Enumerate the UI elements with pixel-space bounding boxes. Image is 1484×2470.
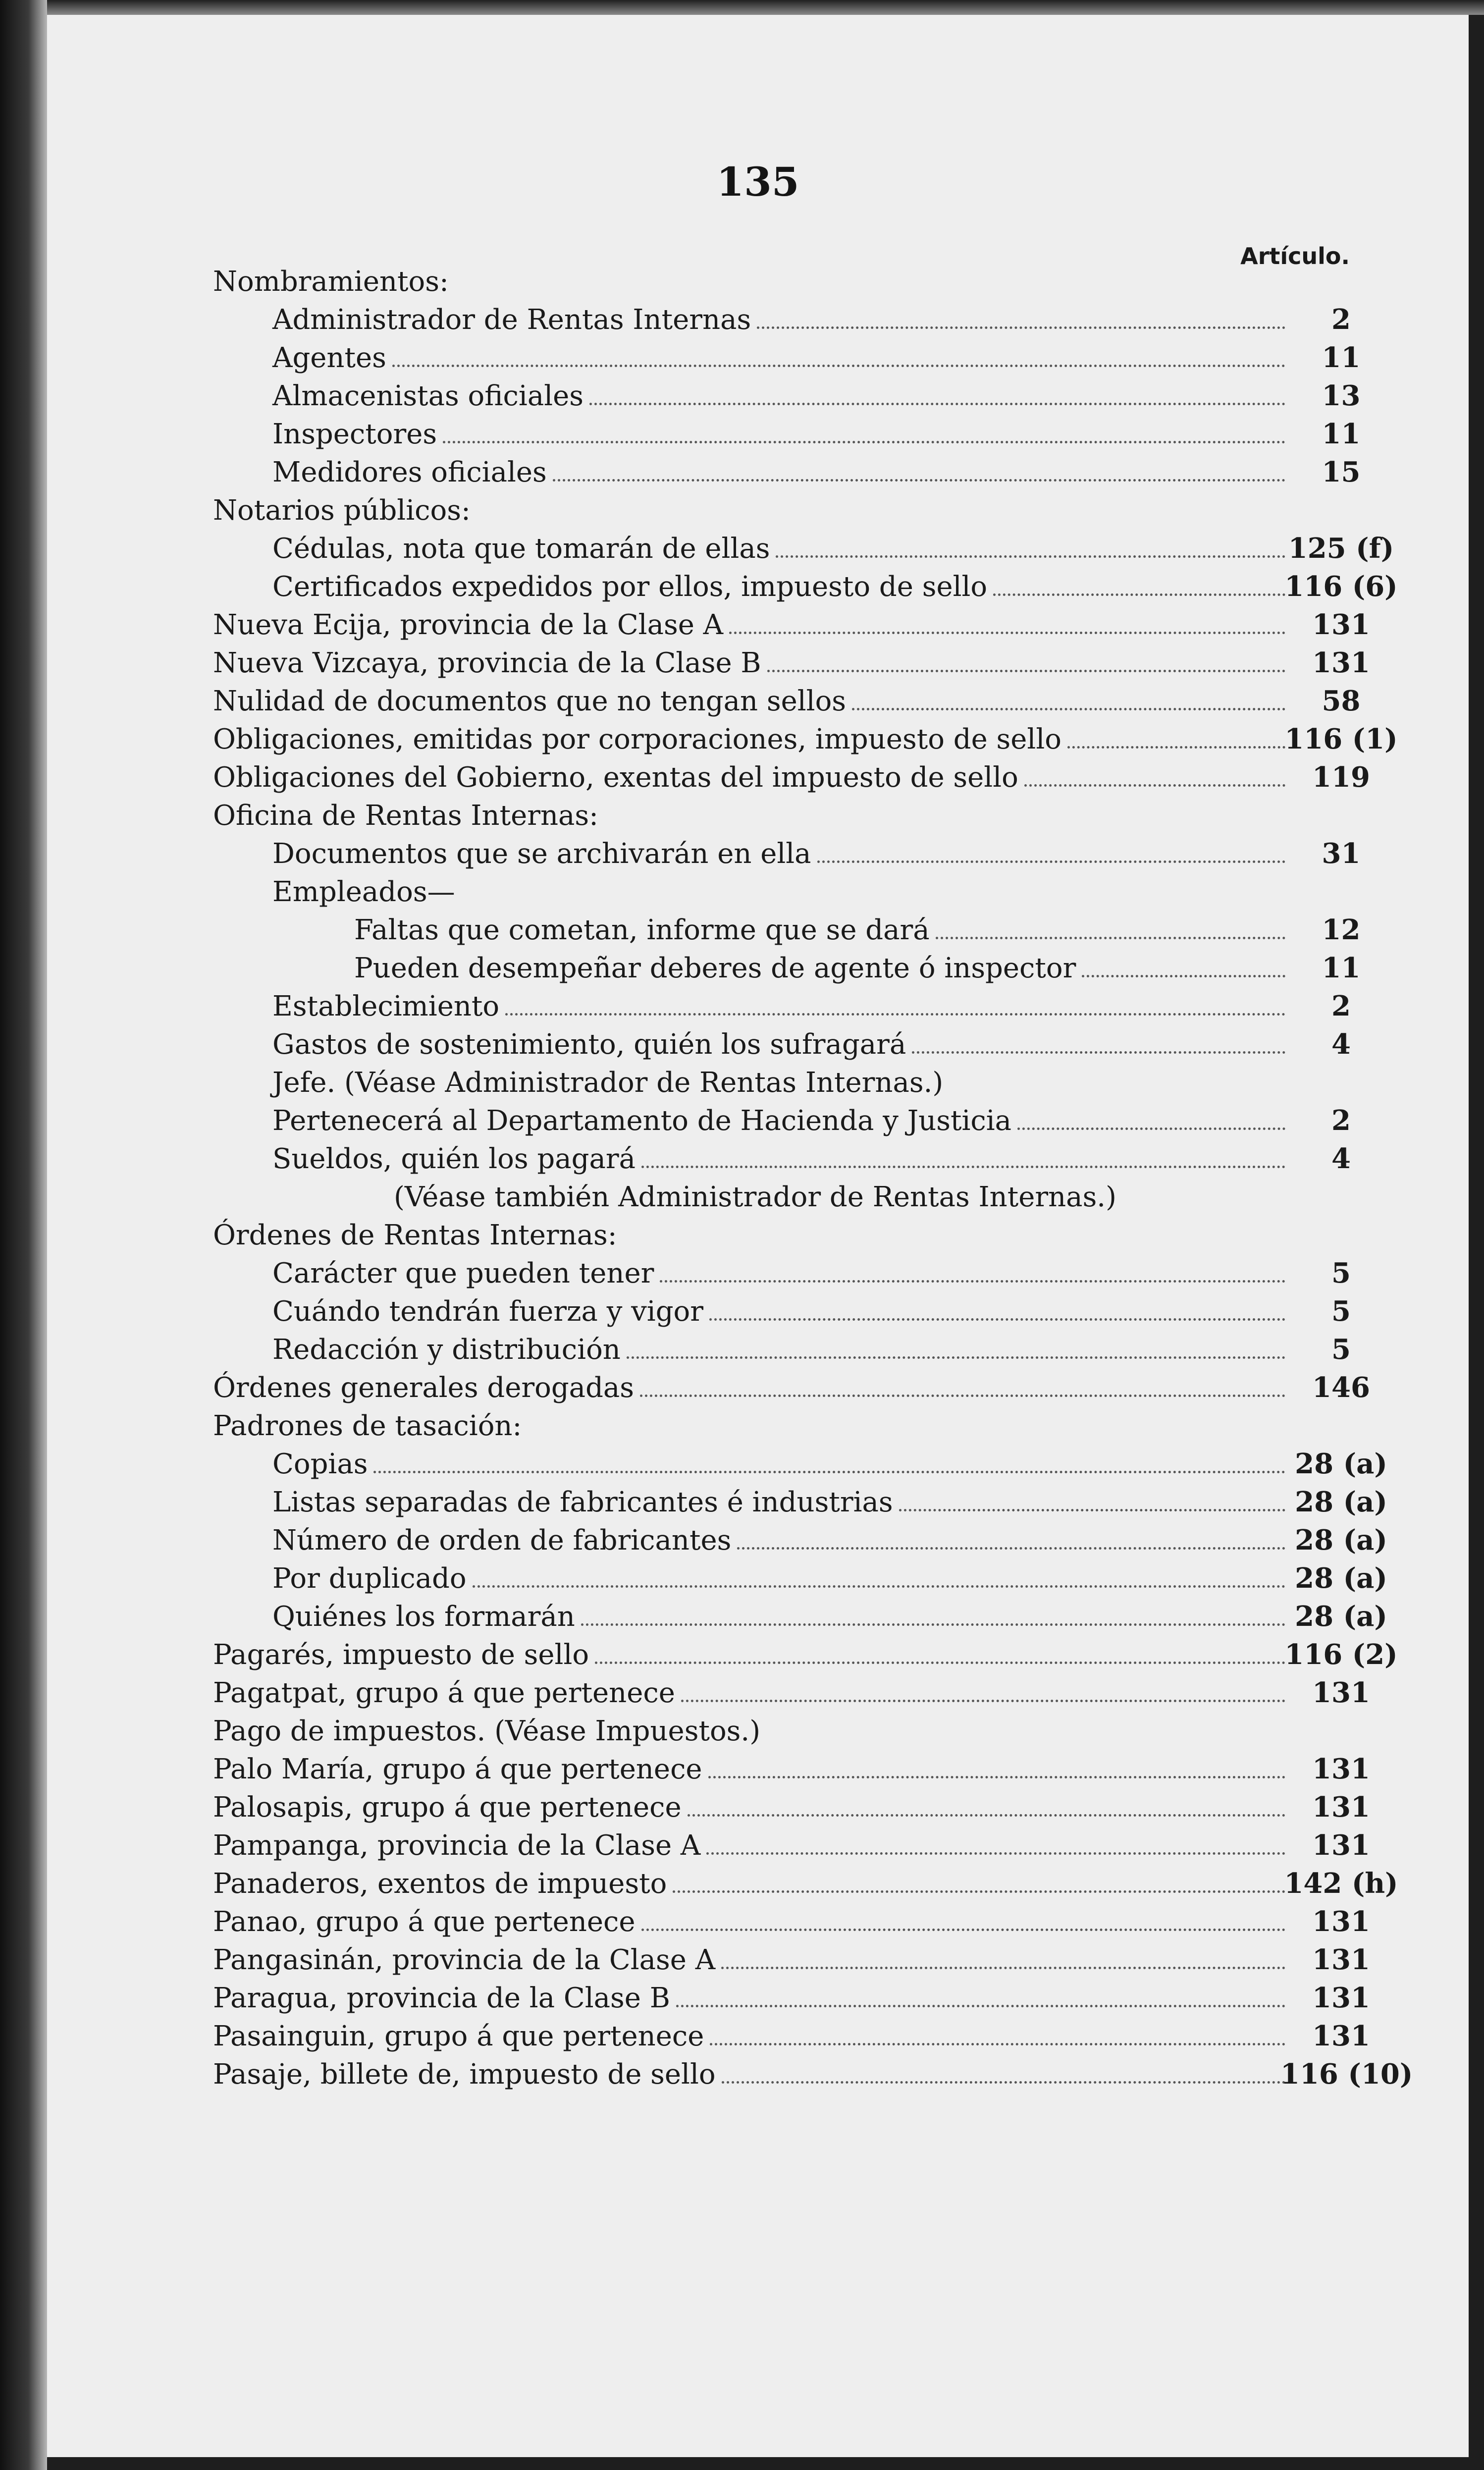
index-entry — [47, 949, 1469, 987]
leader-dots — [767, 670, 1285, 672]
entry-text: Gastos de sostenimiento, quién los sufragará — [272, 1028, 906, 1061]
leader-dots — [473, 1585, 1285, 1588]
index-entry — [47, 720, 1469, 758]
index-entry — [47, 1216, 1469, 1254]
entry-article-ref: 12 — [1322, 913, 1361, 946]
entry-text: Paragua, provincia de la Clase B — [213, 1982, 670, 2014]
index-entry — [47, 491, 1469, 530]
entry-article-ref: 131 — [1312, 1791, 1370, 1824]
entry-text: Documentos que se archivarán en ella — [272, 838, 811, 870]
entry-text: Nulidad de documentos que no tengan sellos — [213, 685, 847, 717]
leader-dots — [673, 1890, 1285, 1893]
entry-text: Pasainguin, grupo á que pertenece — [213, 2020, 704, 2052]
leader-dots — [722, 2081, 1285, 2084]
entry-article-ref: 131 — [1312, 1753, 1370, 1785]
entry-text: Panaderos, exentos de impuesto — [213, 1868, 667, 1900]
page-top-shadow — [47, 0, 1484, 15]
entry-article-ref: 131 — [1312, 1676, 1370, 1709]
entry-article-ref: 5 — [1331, 1295, 1351, 1328]
index-entry — [47, 1979, 1469, 2017]
entry-article-ref: 28 (a) — [1295, 1524, 1387, 1557]
entry-text: Quiénes los formarán — [272, 1601, 575, 1633]
entry-text: Copias — [272, 1448, 368, 1480]
leader-dots — [505, 1013, 1285, 1016]
index-entry — [47, 1483, 1469, 1521]
index-entry — [47, 1941, 1469, 1979]
leader-dots — [1017, 1128, 1285, 1130]
entry-article-ref: 28 (a) — [1295, 1448, 1387, 1480]
entry-article-ref: 5 — [1331, 1257, 1351, 1289]
leader-dots — [776, 555, 1285, 558]
index-entry — [47, 1865, 1469, 1903]
index-entry — [47, 2017, 1469, 2055]
entry-text: Número de orden de fabricantes — [272, 1524, 732, 1557]
index-entry — [47, 1445, 1469, 1483]
leader-dots — [729, 632, 1285, 634]
entry-text: Inspectores — [272, 418, 437, 450]
entry-text: Carácter que pueden tener — [272, 1257, 654, 1289]
index-entry — [47, 758, 1469, 797]
index-entry — [47, 1788, 1469, 1826]
index-entry — [47, 263, 1469, 301]
index-entry — [47, 415, 1469, 453]
index-entry — [47, 1102, 1469, 1140]
leader-dots — [710, 2043, 1285, 2045]
index-entry — [47, 568, 1469, 606]
entry-article-ref: 131 — [1312, 2020, 1370, 2052]
entry-text: Nueva Ecija, provincia de la Clase A — [213, 609, 724, 641]
entry-article-ref: 13 — [1322, 379, 1361, 412]
entry-text: Panao, grupo á que pertenece — [213, 1906, 636, 1938]
entry-article-ref: 5 — [1331, 1333, 1351, 1366]
entry-text: Pampanga, provincia de la Clase A — [213, 1829, 701, 1862]
entry-article-ref: 2 — [1331, 990, 1351, 1022]
entry-article-ref: 2 — [1331, 1104, 1351, 1137]
index-entry — [47, 1674, 1469, 1712]
leader-dots — [1067, 746, 1285, 749]
entry-article-ref: 119 — [1312, 761, 1370, 794]
entry-article-ref: 4 — [1331, 1142, 1351, 1175]
entry-text: Órdenes de Rentas Internas: — [213, 1219, 617, 1251]
entry-article-ref: 125 (f) — [1288, 532, 1394, 565]
entry-text: Pagatpat, grupo á que pertenece — [213, 1677, 675, 1709]
index-entry — [47, 377, 1469, 415]
entry-text: Cédulas, nota que tomarán de ellas — [272, 533, 770, 565]
index-entry — [47, 606, 1469, 644]
index-entry — [47, 1712, 1469, 1750]
entry-article-ref: 131 — [1312, 646, 1370, 679]
entry-article-ref: 11 — [1322, 418, 1361, 450]
leader-dots — [595, 1662, 1285, 1664]
entry-article-ref: 2 — [1331, 303, 1351, 336]
index-entry — [47, 682, 1469, 720]
leader-dots — [581, 1623, 1285, 1626]
entry-text: Faltas que cometan, informe que se dará — [354, 914, 930, 946]
index-entry — [47, 1826, 1469, 1865]
entry-text: Notarios públicos: — [213, 494, 471, 527]
index-entry — [47, 1598, 1469, 1636]
index-entry — [47, 1025, 1469, 1064]
entry-text: Empleados— — [272, 876, 455, 908]
leader-dots — [627, 1356, 1285, 1359]
entry-article-ref: 142 (h) — [1284, 1867, 1398, 1900]
entry-article-ref: 146 — [1312, 1371, 1370, 1404]
leader-dots — [912, 1051, 1285, 1054]
entry-text: Palo María, grupo á que pertenece — [213, 1753, 702, 1785]
entry-text: Pangasinán, provincia de la Clase A — [213, 1944, 716, 1976]
leader-dots — [640, 1395, 1285, 1397]
entry-article-ref: 131 — [1312, 1829, 1370, 1862]
entry-article-ref: 131 — [1312, 1905, 1370, 1938]
leader-dots — [1082, 975, 1285, 977]
entry-article-ref: 15 — [1322, 456, 1361, 488]
index-entry — [47, 1254, 1469, 1292]
entry-article-ref: 11 — [1322, 341, 1361, 374]
page-number: 135 — [716, 159, 799, 205]
leader-dots — [817, 860, 1285, 863]
index-entry — [47, 1369, 1469, 1407]
entry-text: (Véase también Administrador de Rentas Internas.) — [394, 1181, 1116, 1213]
leader-dots — [688, 1814, 1285, 1817]
column-header-articulo: Artículo. — [1240, 243, 1350, 269]
entry-text: Medidores oficiales — [272, 456, 547, 488]
leader-dots — [1024, 784, 1285, 787]
index-entry — [47, 911, 1469, 949]
leader-dots — [373, 1471, 1285, 1473]
index-entry — [47, 1903, 1469, 1941]
entry-article-ref: 116 (6) — [1284, 570, 1398, 603]
entry-article-ref: 11 — [1322, 952, 1361, 984]
index-entry — [47, 1064, 1469, 1102]
index-entry — [47, 987, 1469, 1025]
leader-dots — [721, 1967, 1285, 1969]
entry-text: Órdenes generales derogadas — [213, 1372, 635, 1404]
entry-text: Jefe. (Véase Administrador de Rentas Internas.) — [272, 1067, 944, 1099]
entry-text: Pertenecerá al Departamento de Hacienda y Justicia — [272, 1105, 1012, 1137]
entry-text: Cuándo tendrán fuerza y vigor — [272, 1295, 704, 1328]
entry-text: Almacenistas oficiales — [272, 380, 584, 412]
leader-dots — [660, 1280, 1285, 1283]
index-entry — [47, 1407, 1469, 1445]
entry-text: Obligaciones, emitidas por corporaciones, impuesto de sello — [213, 723, 1061, 755]
entry-text: Pasaje, billete de, impuesto de sello — [213, 2058, 716, 2091]
index-entry — [47, 301, 1469, 339]
index-entry — [47, 644, 1469, 682]
index-entry — [47, 339, 1469, 377]
entry-article-ref: 31 — [1322, 837, 1361, 870]
leader-dots — [392, 365, 1285, 367]
index-entry — [47, 873, 1469, 911]
index-entry — [47, 797, 1469, 835]
entry-article-ref: 28 (a) — [1295, 1600, 1387, 1633]
entry-article-ref: 58 — [1322, 685, 1361, 717]
entry-text: Nombramientos: — [213, 266, 449, 298]
leader-dots — [899, 1509, 1285, 1511]
entry-text: Certificados expedidos por ellos, impuesto de sello — [272, 571, 988, 603]
index-entry — [47, 1178, 1469, 1216]
entry-article-ref: 28 (a) — [1295, 1486, 1387, 1518]
entry-text: Pagarés, impuesto de sello — [213, 1639, 589, 1671]
leader-dots — [641, 1929, 1285, 1931]
entry-text: Palosapis, grupo á que pertenece — [213, 1791, 682, 1824]
index-entry — [47, 530, 1469, 568]
index-entry — [47, 1750, 1469, 1788]
index-entry — [47, 1140, 1469, 1178]
leader-dots — [993, 593, 1285, 596]
entry-article-ref: 131 — [1312, 608, 1370, 641]
index-entry — [47, 835, 1469, 873]
entry-text: Padrones de tasación: — [213, 1410, 522, 1442]
index-entry — [47, 1636, 1469, 1674]
entry-text: Nueva Vizcaya, provincia de la Clase B — [213, 647, 761, 679]
entry-text: Pueden desempeñar deberes de agente ó inspector — [354, 952, 1076, 984]
entry-text: Listas separadas de fabricantes é industrias — [272, 1486, 893, 1518]
entry-text: Oficina de Rentas Internas: — [213, 800, 599, 832]
entry-text: Pago de impuestos. (Véase Impuestos.) — [213, 1715, 761, 1747]
entry-article-ref: 116 (1) — [1284, 723, 1398, 755]
leader-dots — [737, 1547, 1285, 1550]
leader-dots — [709, 1318, 1285, 1321]
leader-dots — [553, 479, 1285, 482]
entry-article-ref: 131 — [1312, 1943, 1370, 1976]
entry-article-ref: 116 (10) — [1280, 2058, 1413, 2091]
index-entries — [47, 243, 1469, 2094]
leader-dots — [757, 326, 1285, 329]
entry-text: Administrador de Rentas Internas — [272, 304, 751, 336]
index-entry — [47, 1331, 1469, 1369]
index-entry — [47, 453, 1469, 491]
entry-text: Obligaciones del Gobierno, exentas del impuesto de sello — [213, 761, 1018, 794]
leader-dots — [641, 1166, 1285, 1168]
leader-dots — [708, 1776, 1285, 1778]
leader-dots — [589, 403, 1285, 405]
leader-dots — [676, 2005, 1285, 2007]
page-binding-shadow — [0, 0, 47, 2470]
book-page — [47, 15, 1469, 2457]
leader-dots — [852, 708, 1285, 710]
entry-text: Establecimiento — [272, 990, 500, 1022]
index-entry — [47, 1292, 1469, 1331]
index-entry — [47, 2055, 1469, 2094]
index-entry — [47, 1521, 1469, 1559]
entry-text: Redacción y distribución — [272, 1334, 621, 1366]
leader-dots — [443, 441, 1285, 443]
entry-article-ref: 131 — [1312, 1982, 1370, 2014]
entry-article-ref: 4 — [1331, 1028, 1351, 1061]
entry-article-ref: 28 (a) — [1295, 1562, 1387, 1595]
entry-text: Sueldos, quién los pagará — [272, 1143, 636, 1175]
entry-text: Por duplicado — [272, 1562, 467, 1595]
leader-dots — [936, 937, 1285, 939]
leader-dots — [681, 1700, 1285, 1702]
leader-dots — [706, 1852, 1285, 1855]
entry-article-ref: 116 (2) — [1284, 1638, 1398, 1671]
entry-text: Agentes — [272, 342, 386, 374]
index-entry — [47, 1559, 1469, 1598]
